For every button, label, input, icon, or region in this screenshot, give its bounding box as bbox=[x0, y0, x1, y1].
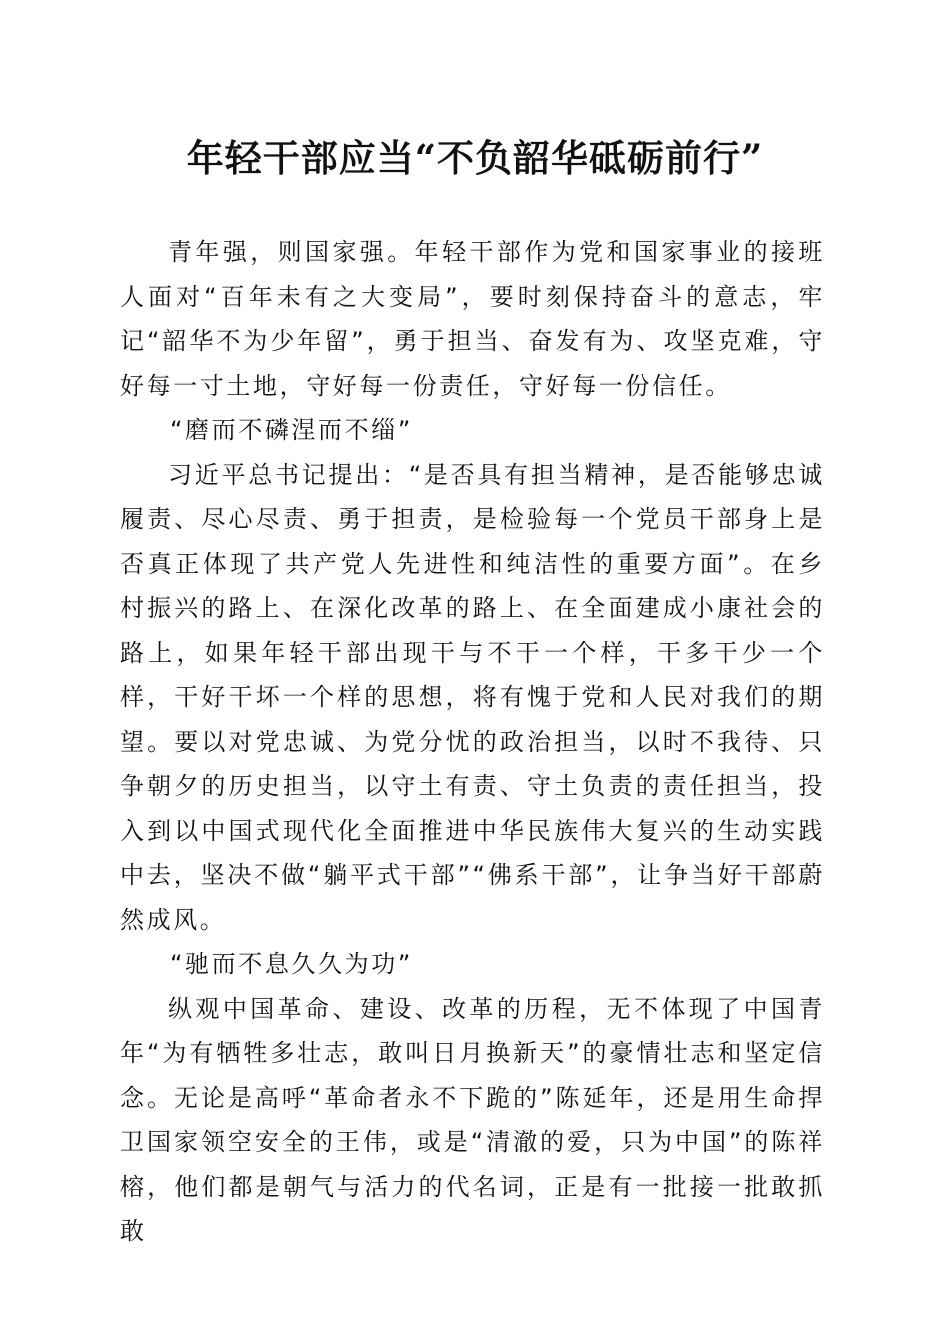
section-heading-1: “磨而不磷涅而不缁” bbox=[170, 416, 413, 444]
section-paragraph-1: 习近平总书记提出：“是否具有担当精神，是否能够忠诚履责、尽心尽责、勇于担责，是检验每一个党员干部身上是否真正体现了共产党人先进性和纯洁性的重要方面”。在乡村振兴的路上、在深化改革的路上、在全面建成小康社会的路上，如果年轻干部出现干与不干一个样，干多干少一个样，干好干坏一个样的思想，将有愧于党和人民对我们的期望。要以对党忠诚、为党分忧的政治担当，以时不我待、只争朝夕的历史担当，以守土有责、守土负责的责任担当，投入到以中国式现代化全面推进中华民族伟大复兴的生动实践中去，坚决不做“躺平式干部”“佛系干部”，让争当好干部蔚然成风。 bbox=[120, 460, 825, 934]
intro-paragraph: 青年强，则国家强。年轻干部作为党和国家事业的接班人面对“百年未有之大变局”，要时刻保持奋斗的意志，牢记“韶华不为少年留”，勇于担当、奋发有为、攻坚克难，守好每一寸土地，守好每一份责任，守好每一份信任。 bbox=[120, 238, 825, 400]
section-heading-2: “驰而不息久久为功” bbox=[170, 950, 413, 978]
section-paragraph-2: 纵观中国革命、建设、改革的历程，无不体现了中国青年“为有牺牲多壮志，敢叫日月换新天”的豪情壮志和坚定信念。无论是高呼“革命者永不下跪的”陈延年，还是用生命捍卫国家领空安全的王伟，或是“清澈的爱，只为中国”的陈祥榕，他们都是朝气与活力的代名词，正是有一批接一批敢抓敢 bbox=[120, 994, 825, 1245]
document-title: 年轻干部应当“不负韶华砥砺前行” bbox=[186, 136, 764, 180]
document-body bbox=[120, 230, 825, 1254]
